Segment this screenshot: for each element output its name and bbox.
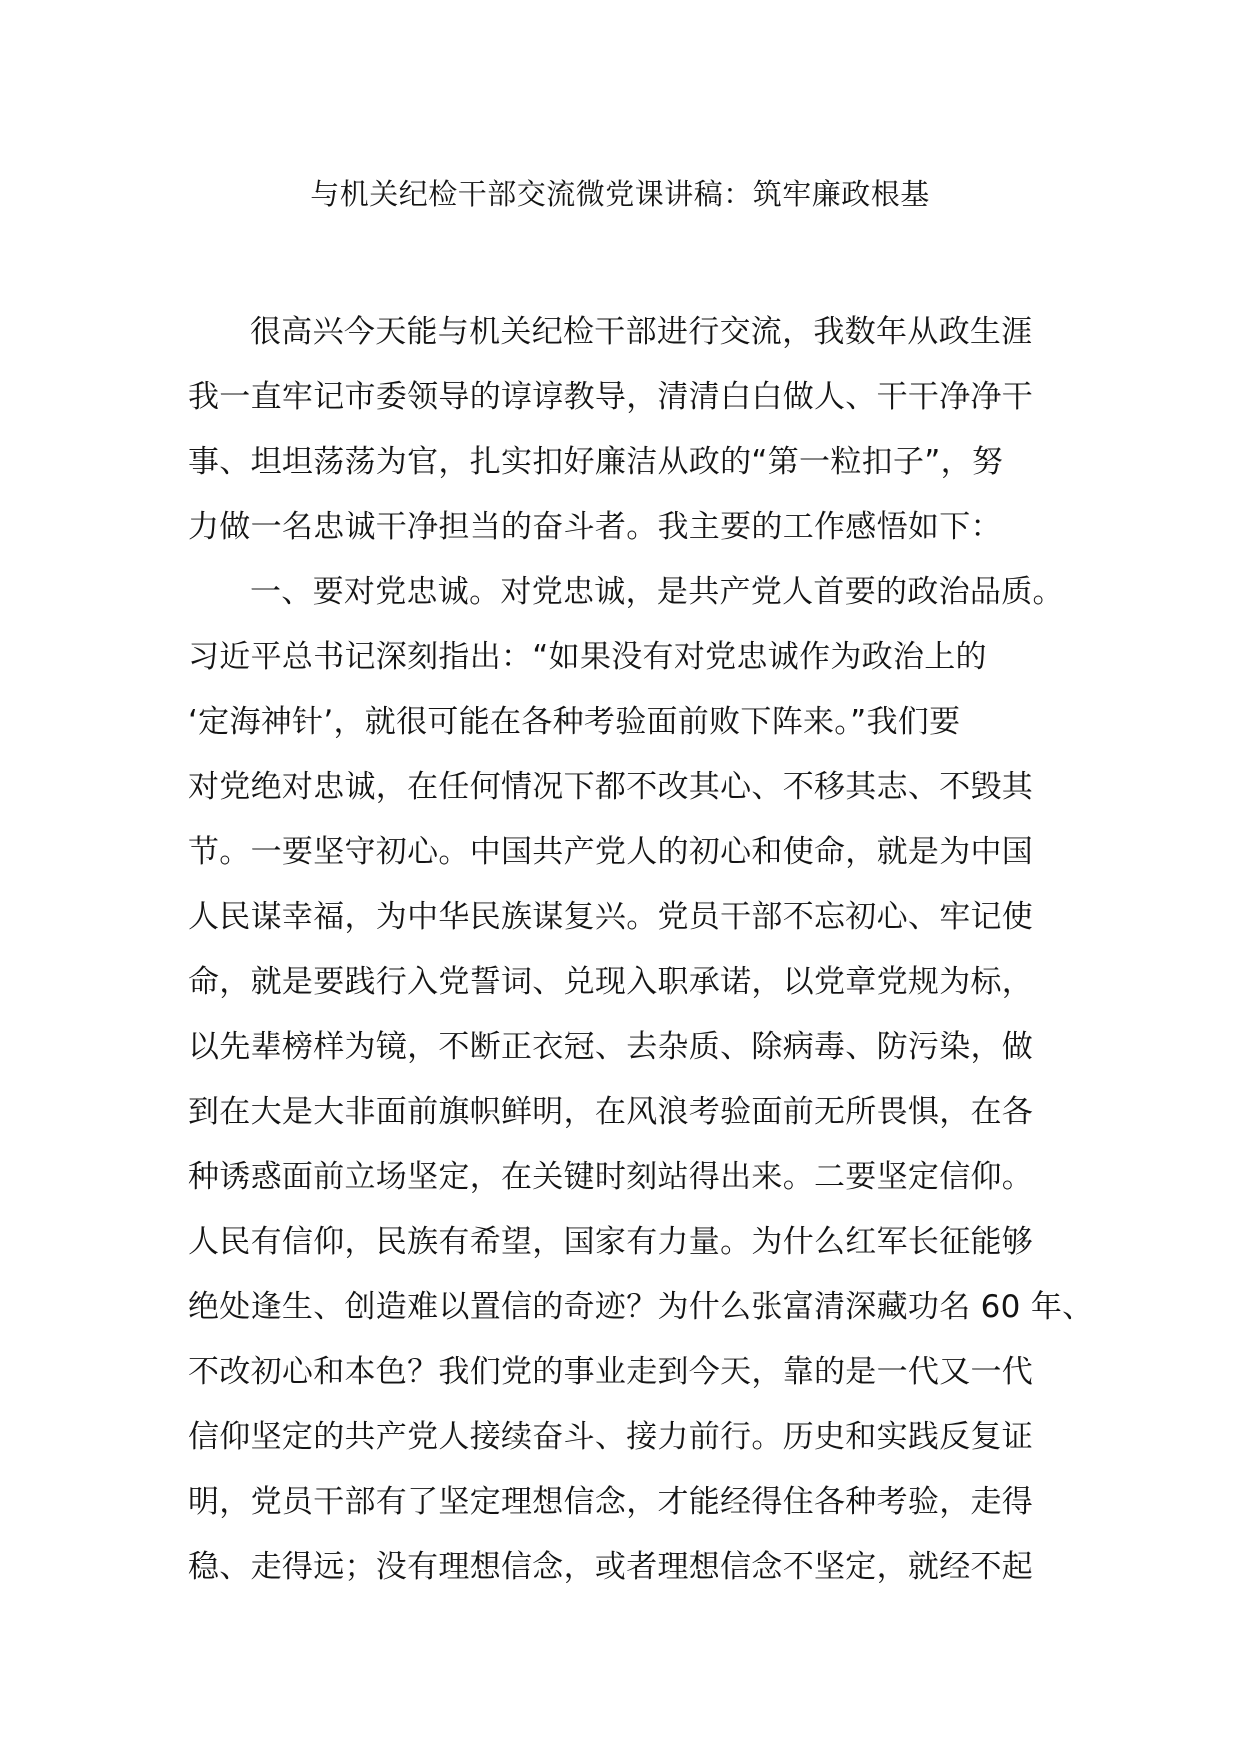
paragraph-line: 明，党员干部有了坚定理想信念，才能经得住各种考验，走得 <box>188 1484 1034 1520</box>
paragraph-line: 对党绝对忠诚，在任何情况下都不改其心、不移其志、不毁其 <box>188 769 1034 805</box>
paragraph-line: ‘定海神针’，就很可能在各种考验面前败下阵来。”我们要 <box>188 704 961 740</box>
paragraph-line: 命，就是要践行入党誓词、兑现入职承诺，以党章党规为标， <box>188 964 1034 1000</box>
paragraph-line: 到在大是大非面前旗帜鲜明，在风浪考验面前无所畏惧，在各 <box>188 1094 1034 1130</box>
paragraph-line: 稳、走得远；没有理想信念，或者理想信念不坚定，就经不起 <box>188 1549 1034 1585</box>
paragraph-line: 节。一要坚守初心。中国共产党人的初心和使命，就是为中国 <box>188 834 1034 870</box>
paragraph-line: 很高兴今天能与机关纪检干部进行交流，我数年从政生涯 <box>250 314 1033 350</box>
paragraph-line: 信仰坚定的共产党人接续奋斗、接力前行。历史和实践反复证 <box>188 1419 1034 1455</box>
document-body <box>188 300 1094 1600</box>
paragraph-line: 不改初心和本色？我们党的事业走到今天，靠的是一代又一代 <box>188 1354 1034 1390</box>
paragraph-line: 习近平总书记深刻指出：“如果没有对党忠诚作为政治上的 <box>188 639 987 675</box>
paragraph-line: 我一直牢记市委领导的谆谆教导，清清白白做人、干干净净干 <box>188 379 1034 415</box>
paragraph-line: 事、坦坦荡荡为官，扎实扣好廉洁从政的“第一粒扣子”，努 <box>188 444 1004 480</box>
paragraph-line: 绝处逢生、创造难以置信的奇迹？为什么张富清深藏功名 60 年、 <box>188 1289 1094 1325</box>
paragraph-line: 人民有信仰，民族有希望，国家有力量。为什么红军长征能够 <box>188 1224 1034 1260</box>
document-title: 与机关纪检干部交流微党课讲稿：筑牢廉政根基 <box>310 177 930 211</box>
paragraph-line: 人民谋幸福，为中华民族谋复兴。党员干部不忘初心、牢记使 <box>188 899 1034 935</box>
paragraph-line: 以先辈榜样为镜，不断正衣冠、去杂质、除病毒、防污染，做 <box>188 1029 1034 1065</box>
paragraph-line: 力做一名忠诚干净担当的奋斗者。我主要的工作感悟如下： <box>188 509 1002 545</box>
paragraph-line: 种诱惑面前立场坚定，在关键时刻站得出来。二要坚定信仰。 <box>188 1159 1034 1195</box>
paragraph-line: 一、要对党忠诚。对党忠诚，是共产党人首要的政治品质。 <box>250 574 1064 610</box>
